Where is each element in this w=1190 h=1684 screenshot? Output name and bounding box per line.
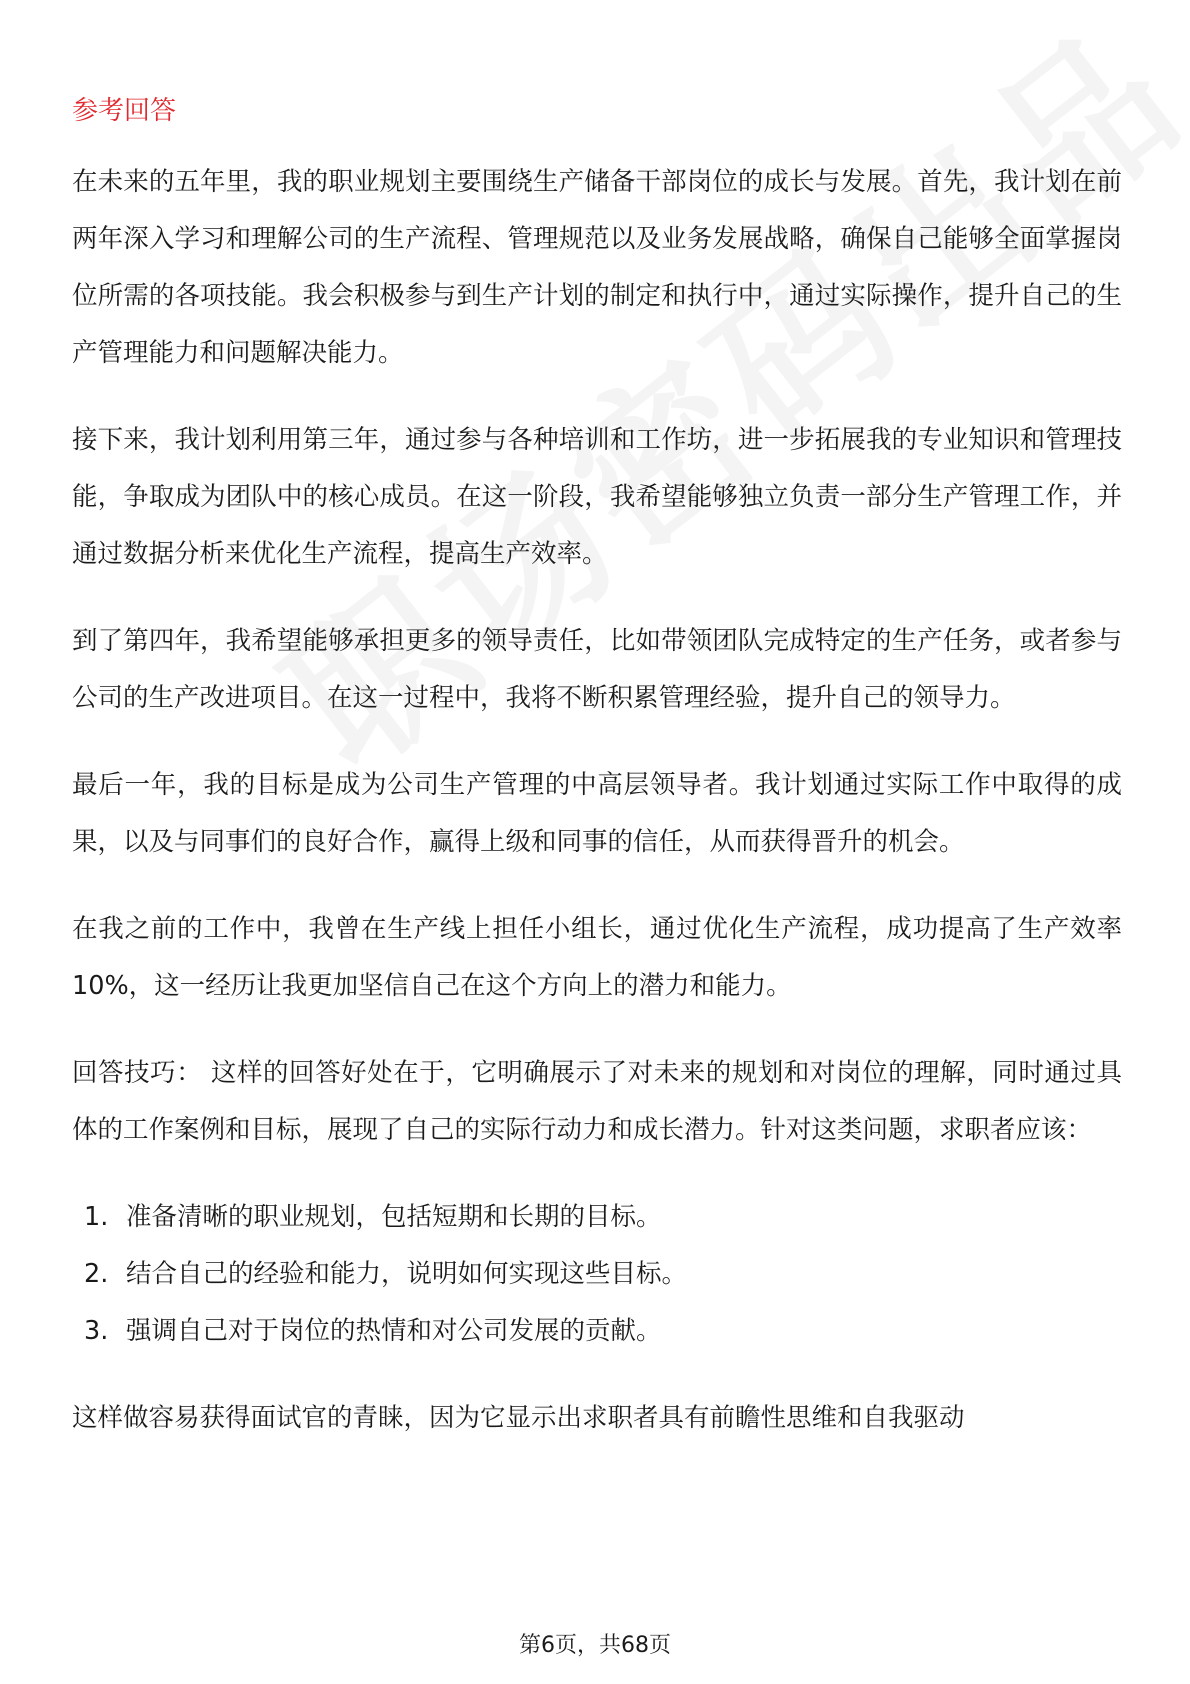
list-item-number: 2. <box>84 1259 109 1289</box>
section-title: 参考回答 <box>72 96 177 126</box>
list-item-text: 准备清晰的职业规划，包括短期和长期的目标。 <box>126 1202 662 1232</box>
page-footer: 第6页，共68页 <box>519 1633 671 1658</box>
paragraph: 在我之前的工作中，我曾在生产线上担任小组长，通过优化生产流程，成功提高了生产效率10%，这一经历让我更加坚信自己在这个方向上的潜力和能力。 <box>72 914 1122 1001</box>
list-item-text: 结合自己的经验和能力，说明如何实现这些目标。 <box>126 1259 688 1289</box>
closing-paragraph: 这样做容易获得面试官的青睐，因为它显示出求职者具有前瞻性思维和自我驱动 <box>72 1403 965 1433</box>
list-item <box>84 1246 1122 1303</box>
list-item-text: 强调自己对于岗位的热情和对公司发展的贡献。 <box>126 1316 662 1346</box>
tips-list <box>72 1189 1122 1360</box>
list-item-number: 1. <box>84 1202 109 1232</box>
paragraph: 接下来，我计划利用第三年，通过参与各种培训和工作坊，进一步拓展我的专业知识和管理技能，争取成为团队中的核心成员。在这一阶段，我希望能够独立负责一部分生产管理工作，并通过数据分析来优化生产流程，提高生产效率。 <box>72 425 1122 569</box>
list-item-number: 3. <box>84 1316 109 1346</box>
list-item <box>84 1303 1122 1360</box>
page-content <box>72 92 1122 1477</box>
list-item <box>84 1189 1122 1246</box>
paragraph: 最后一年，我的目标是成为公司生产管理的中高层领导者。我计划通过实际工作中取得的成果，以及与同事们的良好合作，赢得上级和同事的信任，从而获得晋升的机会。 <box>72 770 1122 857</box>
paragraph: 到了第四年，我希望能够承担更多的领导责任，比如带领团队完成特定的生产任务，或者参与公司的生产改进项目。在这一过程中，我将不断积累管理经验，提升自己的领导力。 <box>72 626 1122 713</box>
paragraph: 在未来的五年里，我的职业规划主要围绕生产储备干部岗位的成长与发展。首先，我计划在前两年深入学习和理解公司的生产流程、管理规范以及业务发展战略，确保自己能够全面掌握岗位所需的各项技能。我会积极参与到生产计划的制定和执行中，通过实际操作，提升自己的生产管理能力和问题解决能力。 <box>72 167 1122 368</box>
answer-tips-paragraph: 回答技巧： 这样的回答好处在于，它明确展示了对未来的规划和对岗位的理解，同时通过具体的工作案例和目标，展现了自己的实际行动力和成长潜力。针对这类问题，求职者应该： <box>72 1058 1122 1145</box>
